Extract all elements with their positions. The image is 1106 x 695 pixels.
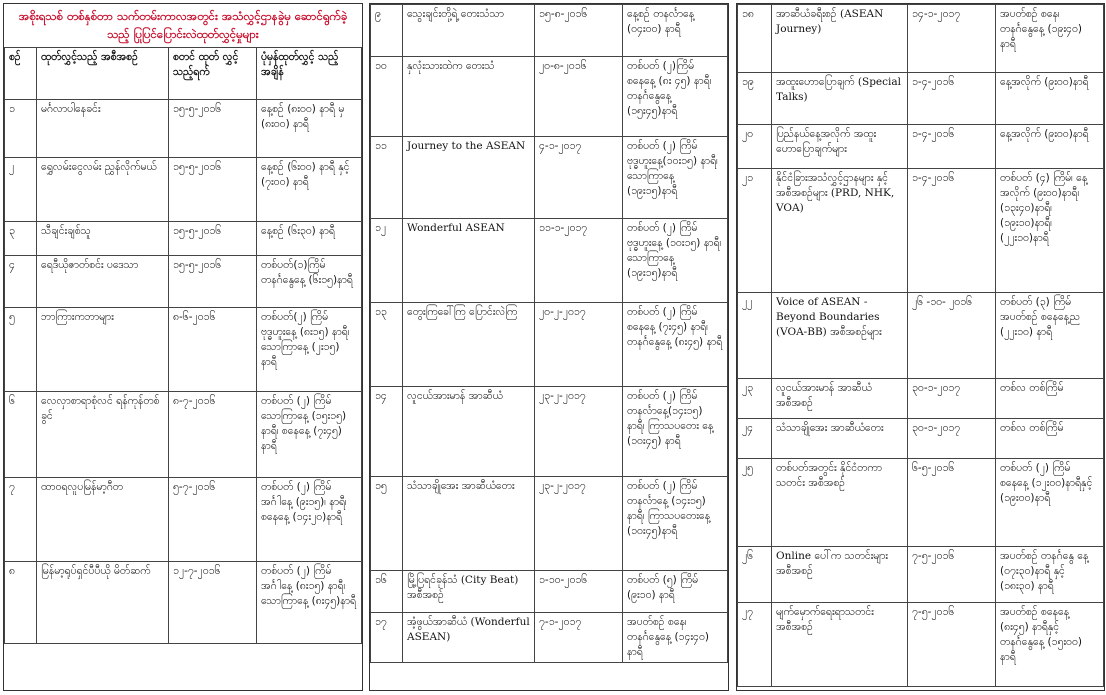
row-number: ၇ (5, 478, 37, 562)
header-no: စဉ် (5, 48, 37, 100)
table-row (738, 73, 1104, 125)
program-name: သံသာချိုအေး အာဆီယံတေး (772, 419, 908, 459)
program-name: အံ့ဖွယ်အာဆီယံ (Wonderful ASEAN) (403, 613, 535, 663)
table-row (371, 57, 728, 137)
schedule-time: နေ့စဉ် တနင်္လာနေ့ (၀၄း၀၀) နာရီ (623, 5, 728, 57)
start-date: ၁၅-၅-၂၀၁၆ (169, 158, 257, 222)
start-date: ၂၀-၈-၂၀၁၆ (535, 57, 623, 137)
schedule-time: တစ်ပတ်(၂) ကြိမ် ဗုဒ္ဓဟူးနေ့ (၈း၁၅) နာရီ၊ သောကြာနေ့ (၂း၁၅) နာရီ (257, 308, 362, 392)
schedule-time: တစ်ပတ် (၂) ကြိမ် တနင်္လာနေ့(၁၄း၁၅) နာရီ၊ ကြာသပတေး နေ့ (၁၀း၄၅) နာရီ (623, 387, 728, 477)
program-name: Wonderful ASEAN (403, 219, 535, 303)
schedule-time: အပတ်စဉ် တနင်္ဂနွေ နေ့ (၀၇း၃၀)နာရီ နှင့် (၁၈း၃၀) နာရီ (996, 547, 1104, 603)
table-row (371, 137, 728, 219)
row-number: ၁၈ (738, 5, 772, 73)
table-row (5, 222, 362, 256)
row-number: ၁၂ (371, 219, 403, 303)
row-number: ၁၅ (371, 477, 403, 571)
program-name: လူငယ်အားမာန် အာဆီယံ အစီအစဉ် (772, 379, 908, 419)
table-row (738, 603, 1104, 687)
start-date: ၁-၄-၂၀၁၆ (908, 169, 996, 293)
start-date: ၁-၁၀-၂၀၁၆ (535, 571, 623, 613)
start-date: ၁၅-၅-၂၀၁၆ (169, 256, 257, 308)
program-name: Online ပေါ်က သတင်းများ အစီအစဉ် (772, 547, 908, 603)
row-number: ၁၀ (371, 57, 403, 137)
table-row (371, 477, 728, 571)
table-row (738, 125, 1104, 169)
row-number: ၁ (5, 100, 37, 158)
schedule-time: တစ်ပတ် (၂) ကြိမ် သောကြာနေ့ (၁၅း၁၅) နာရီ၊ စနေနေ့ (၇း၄၅) နာရီ (257, 392, 362, 478)
schedule-time: နေ့စဉ် (၈း၀၀) နာရီ မှ (၈း၀၀) နာရီ (257, 100, 362, 158)
start-date: ၈-၆-၂၀၁၆ (169, 308, 257, 392)
program-name: ထာဝရလူပမြန်မာ့ဂီတ (37, 478, 169, 562)
schedule-time: အပတ်စဉ် စနေနေ့ (၈း၄၅) နာရီနှင့် တနင်္ဂနွေနေ့ (၁၅း၀၀) နာရီ (996, 603, 1104, 687)
program-name: မြန်မာ့ရုပ်ရှင်ပီပီယို မိတ်ဆက် (37, 562, 169, 644)
row-number: ၁၇ (371, 613, 403, 663)
schedule-time: တစ်ပတ် (၂) ကြိမ် ဗုဒ္ဓဟူးနေ့ (၁၀း၁၅) နာရီ၊ သောကြာနေ့ (၁၉း၁၅)နာရီ (623, 219, 728, 303)
start-date: ၁၅-၅-၂၀၁၆ (169, 100, 257, 158)
table-row (738, 379, 1104, 419)
table-row (5, 308, 362, 392)
table-panel-3 (736, 3, 1105, 691)
table-row (738, 169, 1104, 293)
row-number: ၁၁ (371, 137, 403, 219)
table-row (371, 303, 728, 387)
row-number: ၃ (5, 222, 37, 256)
schedule-time: နေ့စဉ် (၆း၃၀) နာရီ (257, 222, 362, 256)
start-date: ၁၄-၁-၂၀၁၇ (908, 5, 996, 73)
start-date: ၅-၇-၂၀၁၆ (169, 478, 257, 562)
program-name: Journey to the ASEAN (403, 137, 535, 219)
row-number: ၄ (5, 256, 37, 308)
program-name: နှလုံးသားထဲက တေးသံ (403, 57, 535, 137)
table-row (5, 256, 362, 308)
start-date: ၃၀-၁-၂၀၁၇ (908, 379, 996, 419)
table-row (5, 392, 362, 478)
program-name: လူငယ်အားမာန် အာဆီယံ (403, 387, 535, 477)
start-date: ၂၀-၂-၂၀၁၇ (535, 303, 623, 387)
row-number: ၁၉ (738, 73, 772, 125)
program-name: Voice of ASEAN - Beyond Boundaries (VOA-BB) အစီအစဉ်များ (772, 293, 908, 379)
row-number: ၂ (5, 158, 37, 222)
start-date: ၇-၅-၂၀၁၆ (908, 603, 996, 687)
program-name: သွေးချင်းတို့ရဲ့ တေးသံသာ (403, 5, 535, 57)
table-panel-1 (3, 3, 363, 691)
row-number: ၁၆ (371, 571, 403, 613)
header-schedule: ပုံမှန်ထုတ်လွှင့် သည့်အချိန် (257, 48, 362, 100)
start-date: ၇-၅-၂၀၁၆ (908, 547, 996, 603)
program-name: ရွှေလမ်းငွေလမ်း ညွှန်လိုက်မယ် (37, 158, 169, 222)
table-row (738, 419, 1104, 459)
row-number: ၁၃ (371, 303, 403, 387)
program-name: မင်္ဂလာပါနေခင်း (37, 100, 169, 158)
schedule-time: တစ်ပတ် (၂)ကြိမ် စနေနေ့ (၈း ၄၅) နာရီ၊ တနင်္ဂနွေနေ့ (၁၅း၄၅)နာရီ (623, 57, 728, 137)
table-row (371, 5, 728, 57)
schedule-time: အပတ်စဉ် စနေ၊ တနင်္ဂနွေနေ့ (၁၄း၄၀) နာရီ (623, 613, 728, 663)
program-name: နိုင်ငံခြားအသံလွှင့်ဌာနများ နှင့် အစီအစဉ်များ (PRD, NHK, VOA) (772, 169, 908, 293)
start-date: ၁၂-၇-၂၀၁၆ (169, 562, 257, 644)
start-date: ၂၆ -၁၀- ၂၀၁၆ (908, 293, 996, 379)
program-name: ပြည်နယ်နေ့အလိုက် အထူး ဟောပြောချက်များ (772, 125, 908, 169)
row-number: ၉ (371, 5, 403, 57)
schedule-time: တစ်လ တစ်ကြိမ် (996, 379, 1104, 419)
start-date: ၃၀-၁-၂၀၁၇ (908, 419, 996, 459)
schedule-time: တစ်ပတ် (၄) ကြိမ်၊ နေ့အလိုက် (၉း၀၀)နာရီ၊ (၁၃း၄၀)နာရီ၊ (၁၉း၁၀)နာရီ၊ (၂၂း၁၀)နာရီ (996, 169, 1104, 293)
schedule-time: တစ်ပတ်(၁)ကြိမ် တနင်္ဂနွေနေ့ (၆း၁၅)နာရီ (257, 256, 362, 308)
schedule-time: အပတ်စဉ် စနေ၊ တနင်္ဂနွေနေ့ (၁၉း၄၀) နာရီ (996, 5, 1104, 73)
program-table-2 (370, 4, 728, 663)
start-date: ၇-၁-၂၀၁၇ (535, 613, 623, 663)
row-number: ၂၁ (738, 169, 772, 293)
schedule-time: တစ်ပတ် (၂) ကြိမ် အင်္ဂါနေ့ (၉း၁၅)၊ နာရီ၊ စနေနေ့ (၁၄း၂၀)နာရီ (257, 478, 362, 562)
table-header-row (5, 48, 362, 100)
table-row (738, 459, 1104, 547)
schedule-time: နေ့အလိုက် (၉း၀၀)နာရီ (996, 73, 1104, 125)
schedule-time: တစ်လ တစ်ကြိမ် (996, 419, 1104, 459)
row-number: ၆ (5, 392, 37, 478)
schedule-time: နေ့အလိုက် (၉း၀၀)နာရီ (996, 125, 1104, 169)
start-date: ၂၃-၂-၂၀၁၇ (535, 387, 623, 477)
program-table-1 (4, 47, 362, 644)
program-name: ရေဒီယိုဇာတ်စင်း ပဒေသာ (37, 256, 169, 308)
table-row (5, 158, 362, 222)
row-number: ၅ (5, 308, 37, 392)
start-date: ၄-၁-၂၀၁၇ (535, 137, 623, 219)
table-row (371, 387, 728, 477)
schedule-time: တစ်ပတ် (၃) ကြိမ် အပတ်စဉ် စနေနေ့ည (၂၂း၁၀) နာရီ (996, 293, 1104, 379)
header-program: ထုတ်လွှင့်သည့် အစီအစဉ် (37, 48, 169, 100)
start-date: ၈-၇-၂၀၁၆ (169, 392, 257, 478)
page-title: အစိုးရသစ် တစ်နှစ်တာ သက်တမ်းကာလအတွင်း အသံလွှင့်ဌာနခွဲမှ ဆောင်ရွက်ခဲ့သည့် ပြုပြင်ပြောင်းလဲထုတ်လွှင့်မှုများ (18, 9, 348, 41)
start-date: ၂၃-၂-၂၀၁၇ (535, 477, 623, 571)
table-row (371, 613, 728, 663)
row-number: ၁၄ (371, 387, 403, 477)
schedule-time: တစ်ပတ် (၂) ကြိမ် စနေနေ့ (၁၂း၀၀)နာရီနှင့် (၁၉း၀၀)နာရီ (996, 459, 1104, 547)
row-number: ၂၇ (738, 603, 772, 687)
program-name: ဘာကြားကဘာများ (37, 308, 169, 392)
start-date: ၁၅-၈-၂၀၁၆ (535, 5, 623, 57)
table-row (738, 293, 1104, 379)
table-row (5, 100, 362, 158)
schedule-time: တစ်ပတ် (၂) ကြိမ် အင်္ဂါနေ့ (၈း၁၅) နာရီ၊ သောကြာနေ့ (၈း၄၅)နာရီ (257, 562, 362, 644)
table-row (371, 571, 728, 613)
schedule-time: နေ့စဉ် (၆း၀၀) နာရီ နှင့် (၇း၀၀) နာရီ (257, 158, 362, 222)
schedule-time: တစ်ပတ် (၅) ကြိမ် (၉း၁၀) နာရီ (623, 571, 728, 613)
header-start: စတင် ထုတ် လွှင့်သည့်ရက် (169, 48, 257, 100)
table-panel-2 (369, 3, 729, 691)
program-name: အထူးဟောပြောချက် (Special Talks) (772, 73, 908, 125)
row-number: ၂၀ (738, 125, 772, 169)
program-name: တွေးကြခေါ်ကြ ပြောင်းလဲကြ (403, 303, 535, 387)
program-name: တစ်ပတ်အတွင်း နိုင်ငံတကာသတင်း အစီအစဉ် (772, 459, 908, 547)
row-number: ၂၅ (738, 459, 772, 547)
start-date: ၁-၄-၂၀၁၆ (908, 125, 996, 169)
program-name: မျက်မှောက်ရေးရာသတင်း အစီအစဉ် (772, 603, 908, 687)
table-row (371, 219, 728, 303)
start-date: ၁-၄-၂၀၁၆ (908, 73, 996, 125)
program-name: အာဆီယံခရီးစဉ် (ASEAN Journey) (772, 5, 908, 73)
table-row (738, 5, 1104, 73)
schedule-time: တစ်ပတ် (၂) ကြိမ် စနေနေ့ (၇း၄၅) နာရီ၊ တနင်္ဂနွေနေ့ (၈း၄၅) နာရီ (623, 303, 728, 387)
program-name: သီချင်းချစ်သူ (37, 222, 169, 256)
table-row (5, 562, 362, 644)
row-number: ၂၄ (738, 419, 772, 459)
schedule-time: တစ်ပတ် (၂) ကြိမ် ဗုဒ္ဓဟူးနေ့(၁၀း၁၅) နာရီ၊ သောကြာနေ့ (၁၉း၁၅)နာရီ (623, 137, 728, 219)
start-date: ၁၅-၅-၂၀၁၆ (169, 222, 257, 256)
table-row (738, 547, 1104, 603)
row-number: ၈ (5, 562, 37, 644)
program-name: လေလှာစာရာစုံလင် ရန်ကုန်တစ်ခွင် (37, 392, 169, 478)
table-row (5, 478, 362, 562)
program-name: သံသာချိုအေး အာဆီယံတေး (403, 477, 535, 571)
row-number: ၂၂ (738, 293, 772, 379)
row-number: ၂၃ (738, 379, 772, 419)
start-date: ၆-၅-၂၀၁၆ (908, 459, 996, 547)
row-number: ၂၆ (738, 547, 772, 603)
program-name: မြို့ပြရင်ခုန်သံ (City Beat) အစီအစဉ် (403, 571, 535, 613)
program-table-3 (737, 4, 1104, 687)
schedule-time: တစ်ပတ် (၂) ကြိမ် တနင်္လာနေ့ (၁၄း၁၅) နာရီ၊ ကြာသပတေးနေ့ (၁၀း၄၅)နာရီ (623, 477, 728, 571)
start-date: ၁၁-၁-၂၀၁၇ (535, 219, 623, 303)
